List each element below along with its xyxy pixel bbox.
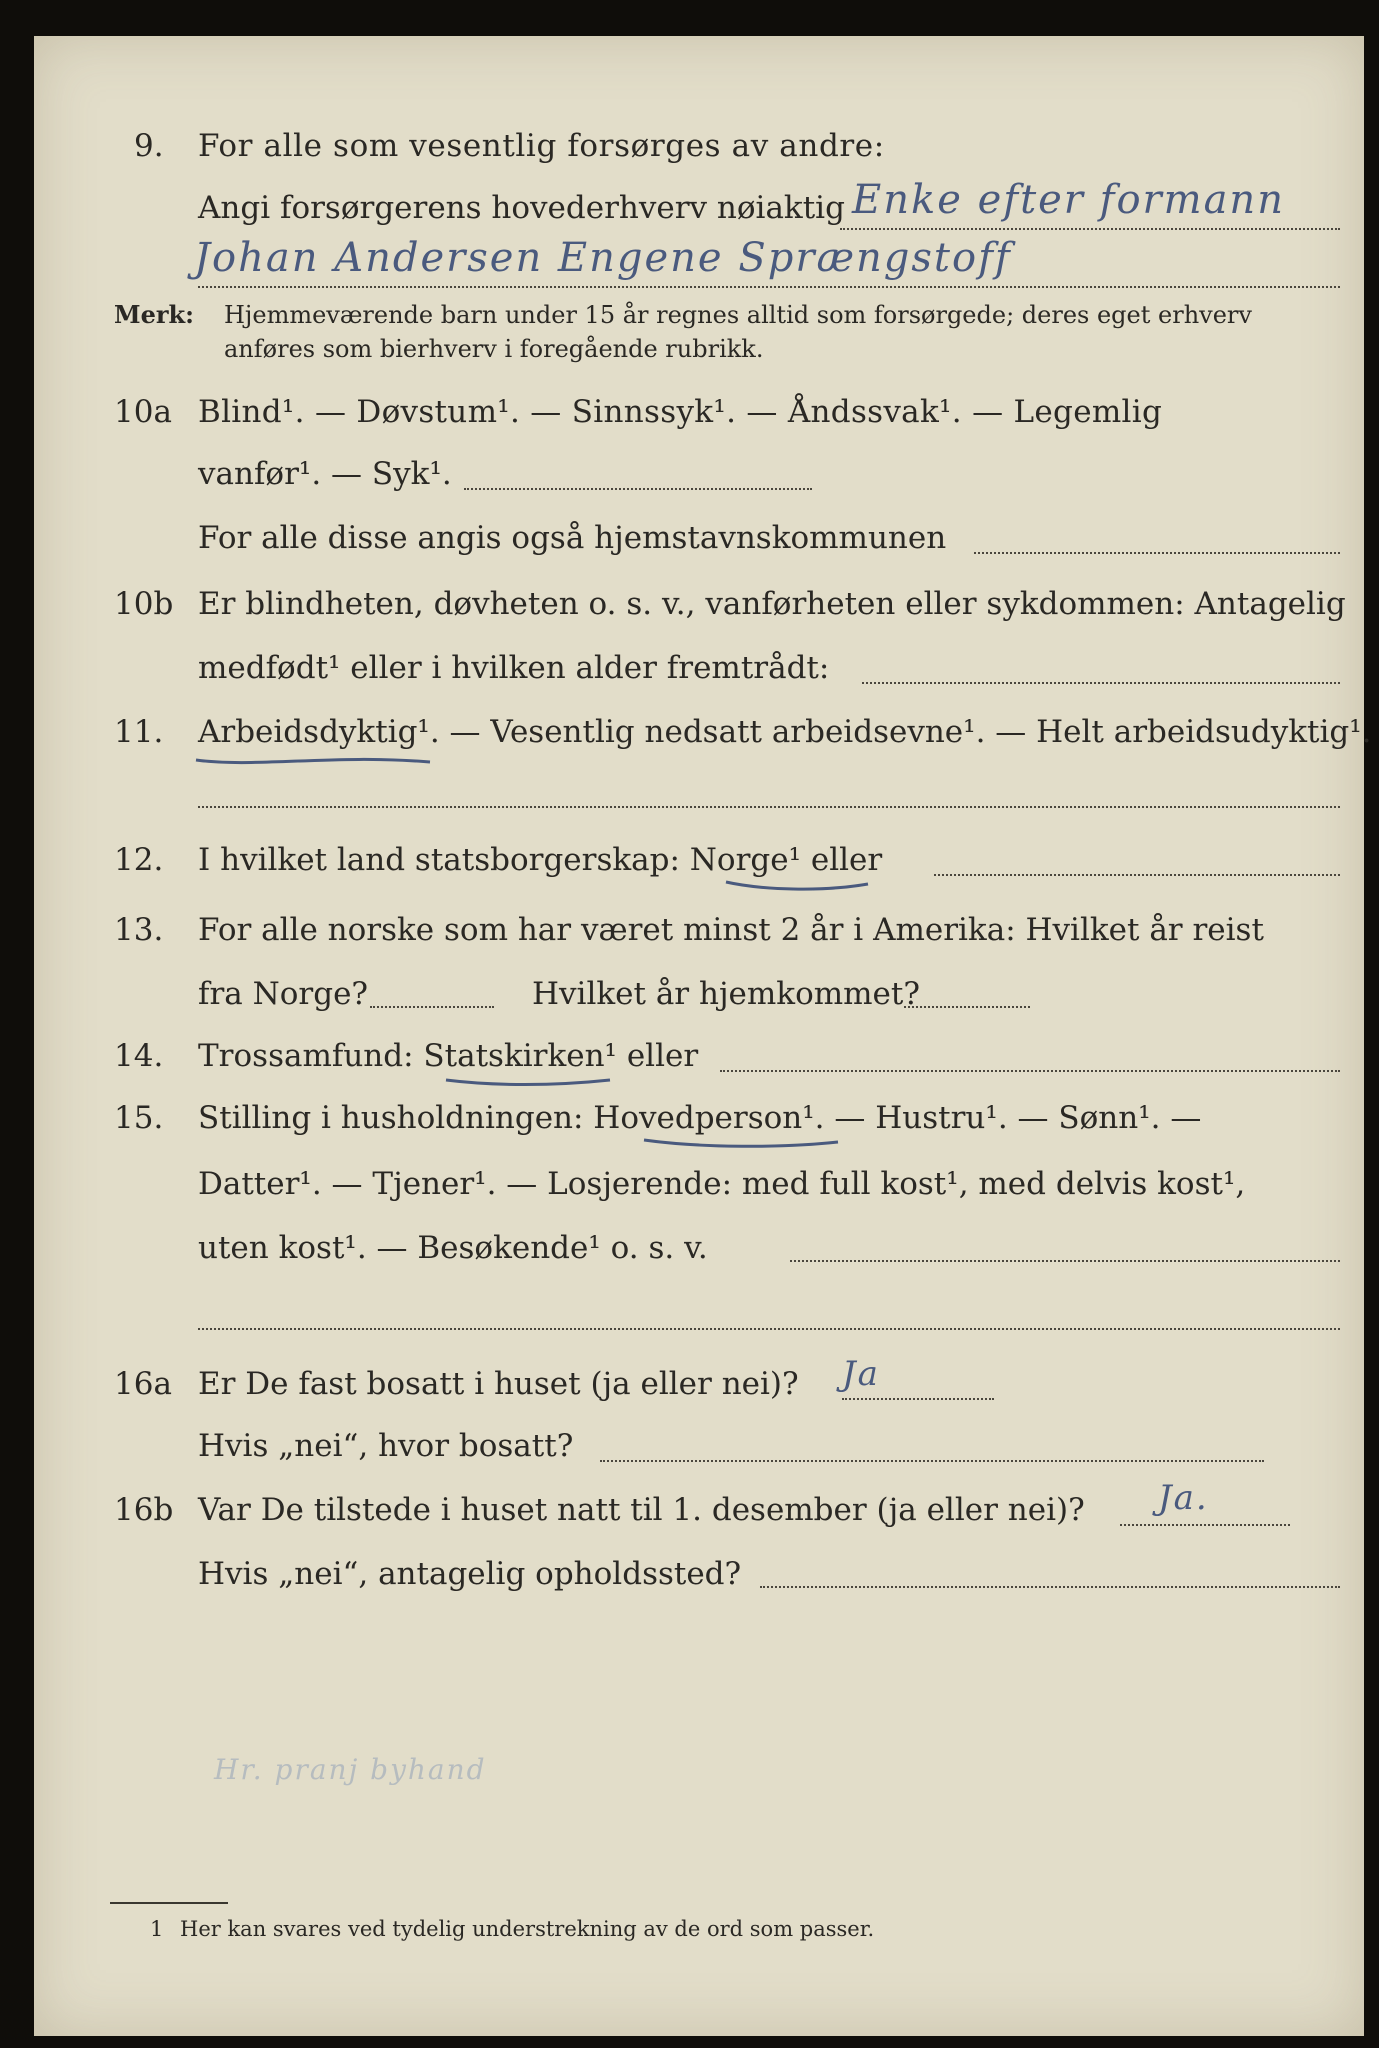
q16a-handwriting: Ja — [842, 1354, 880, 1394]
q9-answer-line-2 — [198, 286, 1340, 288]
q15-number: 15. — [114, 1100, 164, 1136]
q15-line2: Datter¹. — Tjener¹. — Losjerende: med full kost¹, med delvis kost¹, — [198, 1166, 1246, 1202]
q10a-line2: vanfør¹. — Syk¹. — [198, 456, 452, 492]
q10b-line2: medfødt¹ eller i hvilken alder fremtrådt: — [198, 650, 830, 686]
form-page — [34, 36, 1372, 2036]
q9-number: 9. — [134, 128, 164, 164]
q9-handwriting-2: Johan Andersen Engene Sprængstoff — [194, 235, 1012, 281]
q16a-line2: Hvis „nei“, hvor bosatt? — [198, 1428, 574, 1464]
q14-number: 14. — [114, 1038, 164, 1074]
merk-line1: Hjemmeværende barn under 15 år regnes alltid som forsørgede; deres eget erhverv — [224, 301, 1252, 329]
q12-underline-norge — [722, 874, 872, 896]
q9-line1: For alle som vesentlig forsørges av andre: — [198, 128, 885, 164]
q12-line1: I hvilket land statsborgerskap: Norge¹ eller — [198, 842, 883, 878]
q15-answer-line-1 — [790, 1260, 1340, 1262]
q15-underline-hovedperson — [642, 1134, 842, 1154]
q16a-number: 16a — [114, 1366, 172, 1402]
q10a-answer-line-1 — [464, 488, 812, 490]
footnote-rule — [110, 1902, 228, 1904]
q13-answer-line-1 — [370, 1006, 494, 1008]
q12-answer-line — [934, 874, 1340, 876]
q10b-answer-line — [862, 682, 1340, 684]
q11-answer-line — [198, 806, 1340, 808]
q14-answer-line — [720, 1070, 1340, 1072]
q11-underline-arbeidsdyktig — [194, 748, 434, 770]
q16a-answer-line-2 — [600, 1460, 1264, 1462]
q16b-answer-line-2 — [760, 1586, 1340, 1588]
q10a-number: 10a — [114, 394, 172, 430]
q11-number: 11. — [114, 714, 164, 750]
q11-line1: Arbeidsdyktig¹. — Vesentlig nedsatt arbeidsevne¹. — Helt arbeidsudyktig¹. — [198, 714, 1372, 750]
q15-answer-line-2 — [198, 1328, 1340, 1330]
q16b-line2: Hvis „nei“, antagelig opholdssted? — [198, 1556, 742, 1592]
q10b-line1: Er blindheten, døvheten o. s. v., vanførheten eller sykdommen: Antagelig — [198, 586, 1346, 622]
footnote-text: Her kan svares ved tydelig understrekning av de ord som passer. — [180, 1917, 875, 1941]
q16a-answer-line-1 — [842, 1398, 994, 1400]
q14-underline-statskirken — [444, 1072, 614, 1092]
q15-line1: Stilling i husholdningen: Hovedperson¹. — Hustru¹. — Sønn¹. — — [198, 1100, 1202, 1136]
q15-line3: uten kost¹. — Besøkende¹ o. s. v. — [198, 1230, 708, 1266]
q9-handwriting-1: Enke efter formann — [852, 177, 1285, 223]
q10b-number: 10b — [114, 586, 174, 622]
q13-line2b: Hvilket år hjemkommet? — [532, 976, 920, 1012]
q10a-line3: For alle disse angis også hjemstavnskommunen — [198, 520, 947, 556]
merk-line2: anføres som bierhverv i foregående rubrikk. — [224, 335, 764, 363]
q9-answer-line-1 — [840, 228, 1340, 230]
q16b-line1: Var De tilstede i huset natt til 1. desember (ja eller nei)? — [198, 1492, 1085, 1528]
q16a-line1: Er De fast bosatt i huset (ja eller nei)? — [198, 1366, 799, 1402]
q16b-number: 16b — [114, 1492, 174, 1528]
q13-line1: For alle norske som har været minst 2 år i Amerika: Hvilket år reist — [198, 912, 1264, 948]
q13-answer-line-2 — [904, 1006, 1030, 1008]
q10a-line1: Blind¹. — Døvstum¹. — Sinnssyk¹. — Åndssvak¹. — Legemlig — [198, 394, 1163, 430]
merk-label: Merk: — [114, 300, 194, 329]
q10a-answer-line-2 — [974, 552, 1340, 554]
q9-line2: Angi forsørgerens hovederhverv nøiaktig — [198, 190, 845, 226]
q12-number: 12. — [114, 842, 164, 878]
q16b-handwriting: Ja. — [1158, 1478, 1209, 1518]
q14-line1: Trossamfund: Statskirken¹ eller — [198, 1038, 699, 1074]
q13-number: 13. — [114, 912, 164, 948]
q16b-answer-line-1 — [1120, 1524, 1290, 1526]
q13-line2a: fra Norge? — [198, 976, 369, 1012]
footnote-mark: 1 — [150, 1917, 164, 1941]
faint-pencil-note: Hr. pranj byhand — [214, 1753, 487, 1786]
